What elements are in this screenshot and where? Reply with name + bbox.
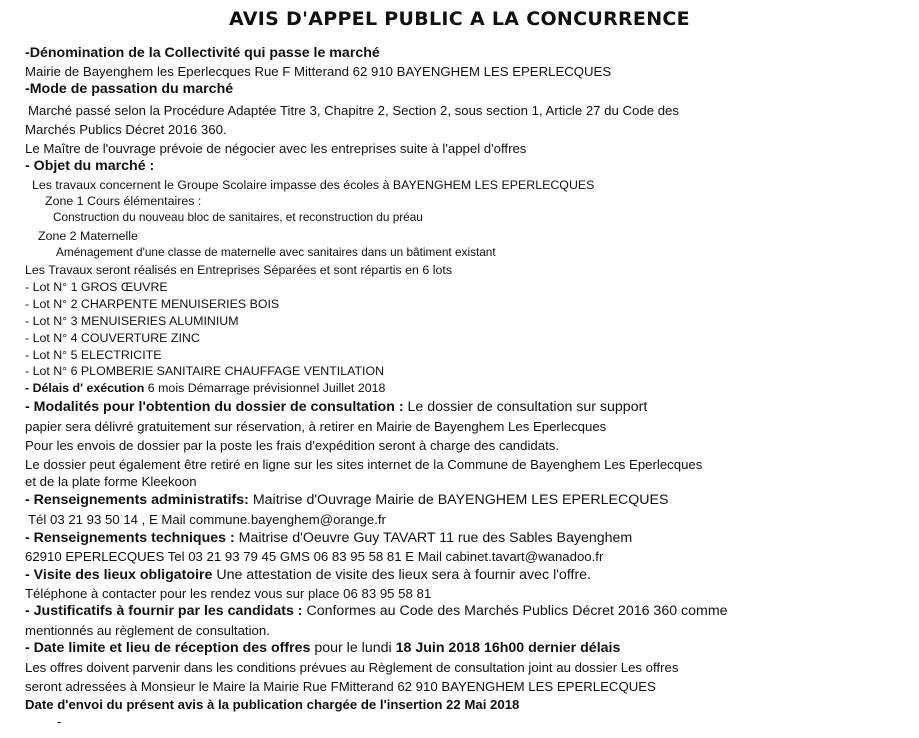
modalites-line-1 xyxy=(25,400,647,414)
zone1-text: Construction du nouveau bloc de sanitaires, et reconstruction du préau xyxy=(53,210,423,224)
modalites-line-2: papier sera délivré gratuitement sur réservation, à retirer en Mairie de Bayenghem Les Eperlecques xyxy=(25,419,607,434)
notice-title: AVIS D'APPEL PUBLIC A LA CONCURRENCE xyxy=(229,8,690,30)
admin-text: Maitrise d'Ouvrage Mairie de BAYENGHEM LES EPERLECQUES xyxy=(248,492,669,508)
admin-line-1 xyxy=(25,493,668,507)
lot-item: - Lot N° 1 GROS ŒUVRE xyxy=(25,280,168,294)
zone2-title: Zone 2 Maternelle xyxy=(38,229,138,243)
mode-heading: -Mode de passation du marché xyxy=(25,81,234,97)
justif-text: Conformes au Code des Marchés Publics Décret 2016 360 comme xyxy=(302,603,728,619)
tech-label: - Renseignements techniques : xyxy=(25,530,235,546)
date-limite-deadline: 18 Juin 2018 16h00 dernier délais xyxy=(395,640,621,656)
lot-item: - Lot N° 6 PLOMBERIE SANITAIRE CHAUFFAGE VENTILATION xyxy=(25,364,385,378)
modalites-line-3: Pour les envois de dossier par la poste les frais d'expédition seront à charge des candidats. xyxy=(25,438,559,453)
delais-text: 6 mois Démarrage prévisionnel Juillet 2018 xyxy=(144,381,386,395)
date-limite-line-3: seront adressées à Monsieur le Maire la Mairie Rue FMitterand 62 910 BAYENGHEM LES EPERLECQUES xyxy=(25,679,656,694)
tech-line-2: 62910 EPERLECQUES Tel 03 21 93 79 45 GMS 06 83 95 58 81 E Mail cabinet.tavart@wanadoo.fr xyxy=(25,549,604,564)
date-limite-line-2: Les offres doivent parvenir dans les conditions prévues au Règlement de consultation joint au dossier Les offres xyxy=(25,660,679,675)
mode-line-1: Marché passé selon la Procédure Adaptée Titre 3, Chapitre 2, Section 2, sous section 1, Article 27 du Code des xyxy=(28,103,679,118)
justif-line-1 xyxy=(25,604,728,618)
date-limite-line-1 xyxy=(25,641,620,655)
modalites-label: - Modalités pour l'obtention du dossier de consultation : xyxy=(25,399,404,415)
lots-intro: Les Travaux seront réalisés en Entreprises Séparées et sont répartis en 6 lots xyxy=(25,263,453,277)
visite-text: Une attestation de visite des lieux sera à fournir avec l'offre. xyxy=(212,567,592,583)
delais-label: - Délais d' exécution xyxy=(25,381,145,395)
admin-label: - Renseignements administratifs: xyxy=(25,492,249,508)
denomination-heading: -Dénomination de la Collectivité qui passe le marché xyxy=(25,45,380,61)
envoi-date-line: Date d'envoi du présent avis à la publication chargée de l'insertion 22 Mai 2018 xyxy=(25,697,520,712)
objet-heading: - Objet du marché : xyxy=(25,158,155,174)
lot-item: - Lot N° 2 CHARPENTE MENUISERIES BOIS xyxy=(25,297,280,311)
delais-line xyxy=(25,382,385,394)
modalites-line-4: Le dossier peut également être retiré en ligne sur les sites internet de la Commune de Bayenghem Les Eperlecques xyxy=(25,457,703,472)
justif-label: - Justificatifs à fournir par les candidats : xyxy=(25,603,303,619)
lot-item: - Lot N° 3 MENUISERIES ALUMINIUM xyxy=(25,314,239,328)
tech-line-1 xyxy=(25,531,632,545)
zone2-text: Aménagement d'une classe de maternelle avec sanitaires dans un bâtiment existant xyxy=(56,245,496,259)
trailing-dash: - xyxy=(57,714,62,729)
visite-label: - Visite des lieux obligatoire xyxy=(25,567,213,583)
denomination-text: Mairie de Bayenghem les Eperlecques Rue F Mitterand 62 910 BAYENGHEM LES EPERLECQUES xyxy=(25,64,612,79)
admin-line-2: Tél 03 21 93 50 14 , E Mail commune.bayenghem@orange.fr xyxy=(28,512,386,527)
date-limite-text: pour le lundi xyxy=(310,640,396,656)
mode-line-2: Marchés Publics Décret 2016 360. xyxy=(25,122,227,137)
visite-line-1 xyxy=(25,568,591,582)
mode-line-3: Le Maître de l'ouvrage prévoie de négocier avec les entreprises suite à l'appel d'offres xyxy=(25,141,527,156)
date-limite-label: - Date limite et lieu de réception des offres xyxy=(25,640,311,656)
objet-intro: Les travaux concernent le Groupe Scolaire impasse des écoles à BAYENGHEM LES EPERLECQUES xyxy=(32,178,595,192)
tech-text: Maitrise d'Oeuvre Guy TAVART 11 rue des Sables Bayenghem xyxy=(234,530,633,546)
lot-item: - Lot N° 5 ELECTRICITE xyxy=(25,348,162,362)
zone1-title: Zone 1 Cours élémentaires : xyxy=(45,194,202,208)
visite-line-2: Téléphone à contacter pour les rendez vous sur place 06 83 95 58 81 xyxy=(25,586,432,601)
modalites-line-5: et de la plate forme Kleekoon xyxy=(25,474,197,489)
modalites-text: Le dossier de consultation sur support xyxy=(403,399,648,415)
justif-line-2: mentionnés au règlement de consultation. xyxy=(25,623,270,638)
lot-item: - Lot N° 4 COUVERTURE ZINC xyxy=(25,331,200,345)
